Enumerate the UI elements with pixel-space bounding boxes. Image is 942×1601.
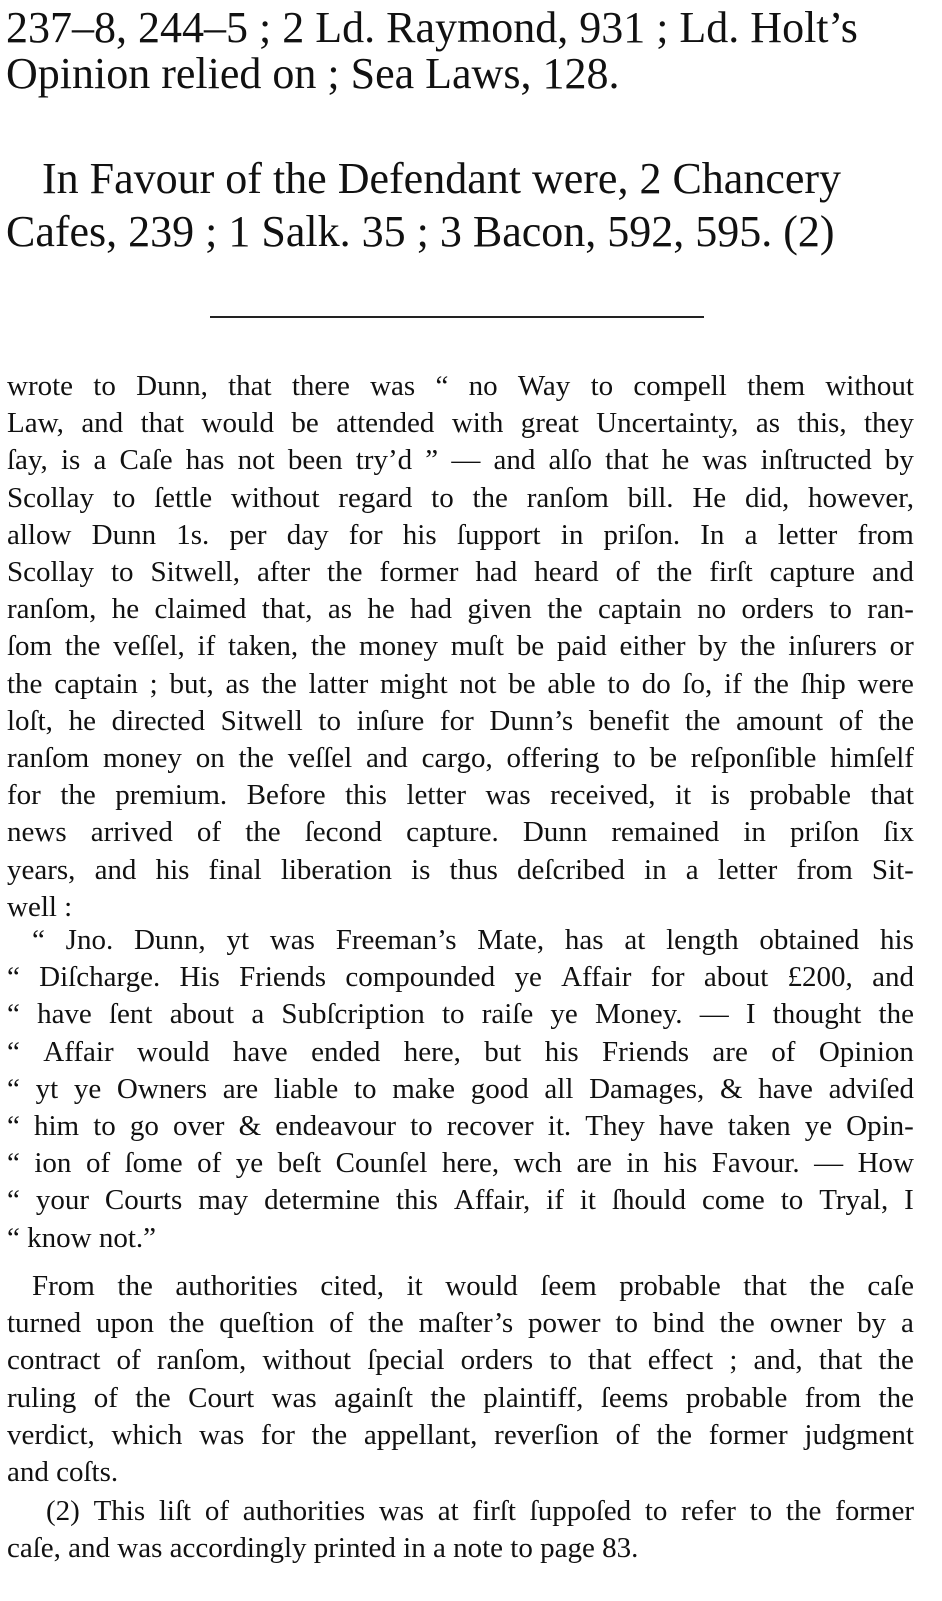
conclusion-line: ruling of the Court was againſt the plaintiff, ſeems probable from the xyxy=(7,1381,914,1414)
conclusion-line: and coſts. xyxy=(7,1456,119,1488)
conclusion-line: verdict, which was for the appellant, reverſion of the former judgment xyxy=(7,1418,914,1451)
conclusion-line: From the authorities cited, it would ſeem probable that the caſe xyxy=(32,1270,914,1302)
authorities-text: Opinion relied on ; Sea Laws, 128. xyxy=(6,49,620,98)
narrative-line: allow Dunn 1s. per day for his ſupport in priſon. In a letter from xyxy=(7,518,914,551)
narrative-line: ſom the veſſel, if taken, the money muſt be paid either by the inſurers or xyxy=(7,630,914,663)
quote-line: “ ion of ſome of ye beſt Counſel here, wch are in his Favour. — How xyxy=(7,1147,914,1180)
narrative-line: for the premium. Before this letter was received, it is probable that xyxy=(7,779,914,812)
defendant-line-1 xyxy=(42,154,942,203)
quote-line: “ know not.” xyxy=(7,1221,156,1254)
quote-line: “ Affair would have ended here, but his Friends are of Opinion xyxy=(7,1035,914,1068)
footnote-line: (2) This liſt of authorities was at firſt ſuppoſed to refer to the former xyxy=(46,1495,914,1527)
narrative-line: Scollay to Sitwell, after the former had heard of the firſt capture and xyxy=(7,556,914,588)
conclusion-line: contract of ranſom, without ſpecial orders to that effect ; and, that the xyxy=(7,1344,914,1377)
quote-line: “ your Courts may determine this Affair, if it ſhould come to Tryal, I xyxy=(7,1184,914,1217)
defendant-line-2 xyxy=(6,207,942,256)
authorities-text: 237–8, 244–5 ; 2 Ld. Raymond, 931 ; Ld. Holt’s xyxy=(6,3,858,52)
quote-line: “ him to go over & endeavour to recover it. They have taken ye Opin- xyxy=(7,1110,914,1142)
authorities-line-1 xyxy=(6,3,914,52)
defendant-text: Cafes, 239 ; 1 Salk. 35 ; 3 Bacon, 592, 595. (2) xyxy=(6,207,835,256)
defendant-text: In Favour of the Defendant were, 2 Chancery xyxy=(42,154,842,203)
narrative-line: ranſom money on the veſſel and cargo, offering to be reſponſible himſelf xyxy=(7,742,914,774)
quote-line: “ Jno. Dunn, yt was Freeman’s Mate, has at length obtained his xyxy=(32,924,914,956)
quote-line: “ yt ye Owners are liable to make good all Damages, & have adviſed xyxy=(7,1072,914,1105)
narrative-line: news arrived of the ſecond capture. Dunn remained in priſon ſix xyxy=(7,816,914,849)
footnote-line: caſe, and was accordingly printed in a note to page 83. xyxy=(7,1532,639,1565)
quote-line: “ Diſcharge. His Friends compounded ye Affair for about £200, and xyxy=(7,961,914,994)
narrative-line: well : xyxy=(7,890,73,923)
narrative-line: ranſom, he claimed that, as he had given the captain no orders to ran- xyxy=(7,593,914,626)
narrative-line: wrote to Dunn, that there was “ no Way to compell them without xyxy=(7,370,914,402)
narrative-line: loſt, he directed Sitwell to inſure for Dunn’s benefit the amount of the xyxy=(7,704,914,737)
authorities-line-2 xyxy=(6,49,942,98)
narrative-line: Scollay to ſettle without regard to the ranſom bill. He did, however, xyxy=(7,481,914,514)
narrative-line: ſay, is a Caſe has not been try’d ” — and alſo that he was inſtructed by xyxy=(7,444,914,477)
conclusion-line: turned upon the queſtion of the maſter’s power to bind the owner by a xyxy=(7,1307,914,1340)
narrative-line: the captain ; but, as the latter might not be able to do ſo, if the ſhip were xyxy=(7,667,914,700)
narrative-line: years, and his final liberation is thus deſcribed in a letter from Sit- xyxy=(7,853,914,886)
narrative-line: Law, and that would be attended with great Uncertainty, as this, they xyxy=(7,407,914,440)
section-divider xyxy=(210,316,704,318)
quote-line: “ have ſent about a Subſcription to raiſe ye Money. — I thought the xyxy=(7,998,914,1031)
